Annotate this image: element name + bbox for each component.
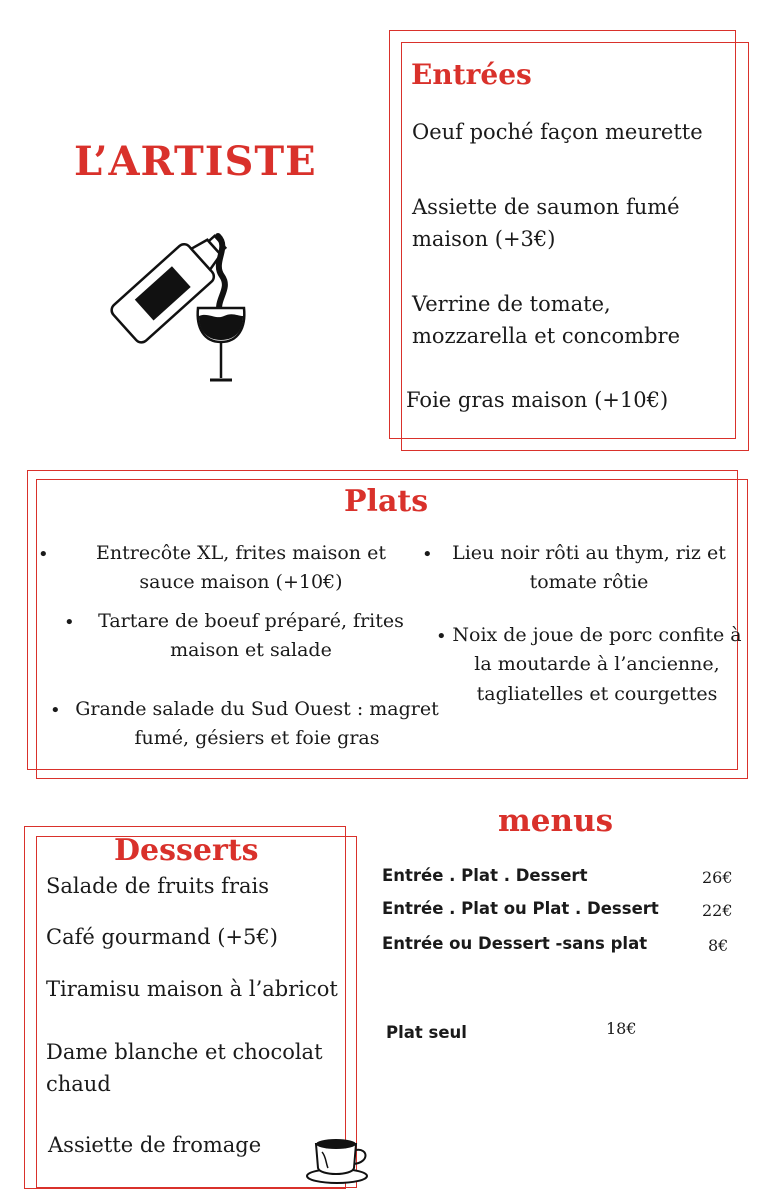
dessert-item: Salade de fruits frais — [46, 874, 270, 898]
plat-item: Noix de joue de porc confite à la moutarde à l’ancienne, tagliatelles et courgettes — [452, 624, 742, 705]
menu-row-price: 8€ — [708, 936, 729, 955]
entrees-heading: Entrées — [411, 58, 532, 91]
bullet: • — [50, 700, 61, 721]
bullet: • — [436, 626, 447, 647]
entree-item: Oeuf poché façon meurette — [412, 120, 703, 144]
menu-row-price: 22€ — [702, 901, 733, 920]
entree-item: Assiette de saumon fumé maison (+3€) — [412, 195, 680, 251]
menu-row-price: 26€ — [702, 868, 733, 887]
menu-row-label: Plat seul — [386, 1023, 467, 1042]
menu-row-label: Entrée . Plat ou Plat . Dessert — [382, 899, 659, 918]
menu-row-label: Entrée ou Dessert -sans plat — [382, 934, 648, 953]
plat-item: Lieu noir rôti au thym, riz et tomate rôtie — [452, 542, 726, 594]
bullet: • — [64, 612, 75, 633]
entree-item: Foie gras maison (+10€) — [406, 388, 669, 412]
dessert-item: Assiette de fromage — [48, 1133, 262, 1157]
bullet: • — [422, 544, 433, 565]
plat-item: Grande salade du Sud Ouest : magret fumé, gésiers et foie gras — [75, 698, 439, 750]
wine-glass-icon — [194, 302, 248, 386]
bullet: • — [38, 544, 49, 565]
coffee-cup-icon — [304, 1134, 374, 1186]
page-title: L’ARTISTE — [74, 138, 317, 185]
menu-row-price: 18€ — [606, 1019, 637, 1038]
dessert-item: Tiramisu maison à l’abricot — [46, 977, 338, 1001]
entree-item: Verrine de tomate, mozzarella et concombre — [412, 292, 680, 348]
plat-item: Tartare de boeuf préparé, frites maison et salade — [98, 610, 404, 662]
dessert-item: Café gourmand (+5€) — [46, 925, 278, 949]
menu-row-label: Entrée . Plat . Dessert — [382, 866, 588, 885]
desserts-heading: Desserts — [114, 833, 259, 868]
plats-heading: Plats — [344, 484, 429, 519]
dessert-item: Dame blanche et chocolat chaud — [46, 1040, 323, 1096]
menus-heading: menus — [498, 803, 614, 839]
plat-item: Entrecôte XL, frites maison et sauce maison (+10€) — [96, 542, 386, 594]
